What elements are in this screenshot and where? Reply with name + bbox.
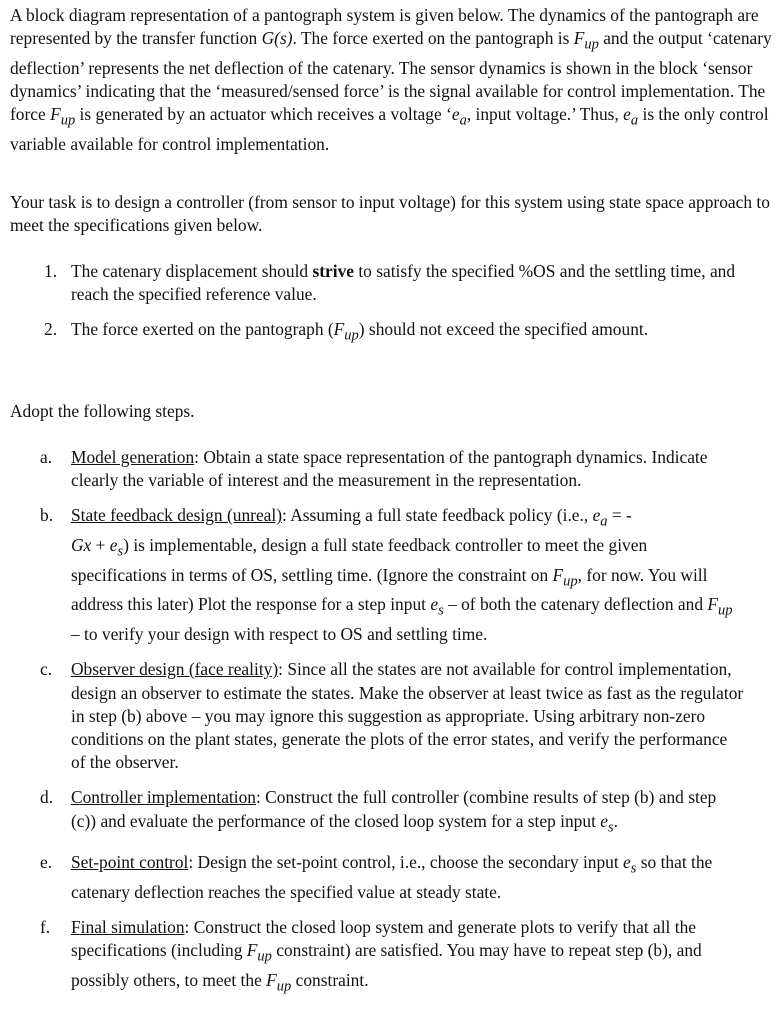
step-title: Model generation — [71, 447, 195, 467]
step-letter: e. — [40, 852, 53, 873]
step-letter: b. — [40, 505, 54, 526]
gain-symbol: Gx — [71, 535, 92, 556]
step-letter: f. — [40, 917, 51, 938]
task-text: Your task is to design a controller (from sensor to input voltage) for this system using state space approach to meet the specifications given below. — [10, 192, 770, 236]
voltage-symbol: $e_a$ — [451, 104, 467, 129]
step-title: Controller implementation — [71, 787, 256, 808]
step-letter: c. — [40, 659, 53, 680]
input-symbol: $e_s$ — [109, 535, 124, 560]
step-letter: a. — [40, 447, 53, 467]
step-letter: d. — [40, 787, 54, 808]
requirement-item: 1. The catenary displacement should strive to satisfy the specified %OS and the settling time, and reach the specified reference value. — [44, 261, 736, 305]
voltage-symbol: $e_a$ — [623, 104, 639, 129]
requirements-list — [44, 260, 744, 348]
steps-list — [40, 446, 745, 999]
force-symbol: $F_{up}$ — [573, 28, 599, 53]
step-title: Final simulation — [71, 917, 185, 938]
step-item: d. Controller implementation: Construct the full controller (combine results of step (b) and step (c)) and evaluate the performance of the closed loop system for a step input $e_s$. — [40, 787, 717, 835]
intro-text: A block diagram representation of a pantograph system is given below. The dynamics of the pantograph are represented by the transfer function G(s). The force exerted on the pantograph is $F_{up}$ and the output ‘catenary deflection’ represents the net deflection of the catenary. The sensor dynamics is shown in the block ‘sensor dynamics’ indicating that the ‘measured/sensed force’ is the signal available for control implementation. The force $F_{up}$ is generated by an actuator which receives a voltage ‘$e_a$, input voltage.’ Thus, $e_a$ is the only control variable available for control implementation. — [10, 5, 772, 154]
force-symbol: $F_{up}$ — [266, 969, 292, 995]
step-item: a. Model generation: Obtain a state space representation of the pantograph dynamics. Indicate clearly the variable of interest and the measurement in the representation. — [40, 447, 708, 491]
requirement-item: 2. The force exerted on the pantograph $(F_{up})$ should not exceed the specified amount. — [44, 319, 649, 344]
step-item: b. State feedback design (unreal): Assuming a full state feedback policy (i.e., $e_a$ = - $Gx + e_s$) is implementable, design a full state feedback controller to meet the given specifications in terms of OS, settling time. (Ignore the constraint on $F_{up}$, for now. You will address this later) Plot the response for a step input $e_s$ – of both the catenary deflection and $F_{up}$ – to verify your design with respect to OS and settling time. — [40, 505, 733, 645]
requirement-number: 2. — [44, 319, 58, 340]
force-symbol: $F_{up}$ — [50, 104, 76, 129]
force-symbol: $F_{up}$ — [333, 319, 359, 344]
transfer-function-symbol: G(s) — [261, 28, 293, 49]
input-symbol: $e_s$ — [600, 810, 614, 835]
step-item: c. Observer design (face reality): Since all the states are not available for control implementation, design an observer to estimate the states. Make the observer at least twice as fast as the regulator in step (b) above – you may ignore this suggestion as appropriate. Using arbitrary non-zero conditions on the plant states, generate the plots of the error states, and verify the performance of the observer. — [40, 659, 744, 773]
step-item: e. Set-point control: Design the set-point control, i.e., choose the secondary input $e_s$ so that the catenary deflection reaches the specified value at steady state. — [40, 852, 713, 902]
adopt-heading: Adopt the following steps. — [10, 401, 195, 421]
voltage-symbol: $e_a$ — [592, 505, 608, 530]
input-symbol: $e_s$ — [623, 852, 637, 877]
step-title: State feedback design (unreal) — [71, 505, 283, 526]
force-symbol: $F_{up}$ — [552, 564, 578, 590]
step-title: Observer design (face reality) — [71, 659, 279, 680]
task-paragraph — [10, 191, 772, 237]
intro-paragraph — [10, 4, 772, 156]
bold-word: strive — [312, 261, 354, 281]
force-symbol: $F_{up}$ — [707, 594, 733, 619]
force-symbol: $F_{up}$ — [246, 940, 272, 965]
step-title: Set-point control — [71, 852, 189, 873]
step-item: f. Final simulation: Construct the closed loop system and generate plots to verify that all the specifications (including $F_{up}$ constraint) are satisfied. You may have to repeat step (b), and possibly others, to meet the $F_{up}$ constraint. — [40, 917, 702, 995]
requirement-number: 1. — [44, 261, 58, 281]
input-symbol: $e_s$ — [430, 594, 444, 619]
